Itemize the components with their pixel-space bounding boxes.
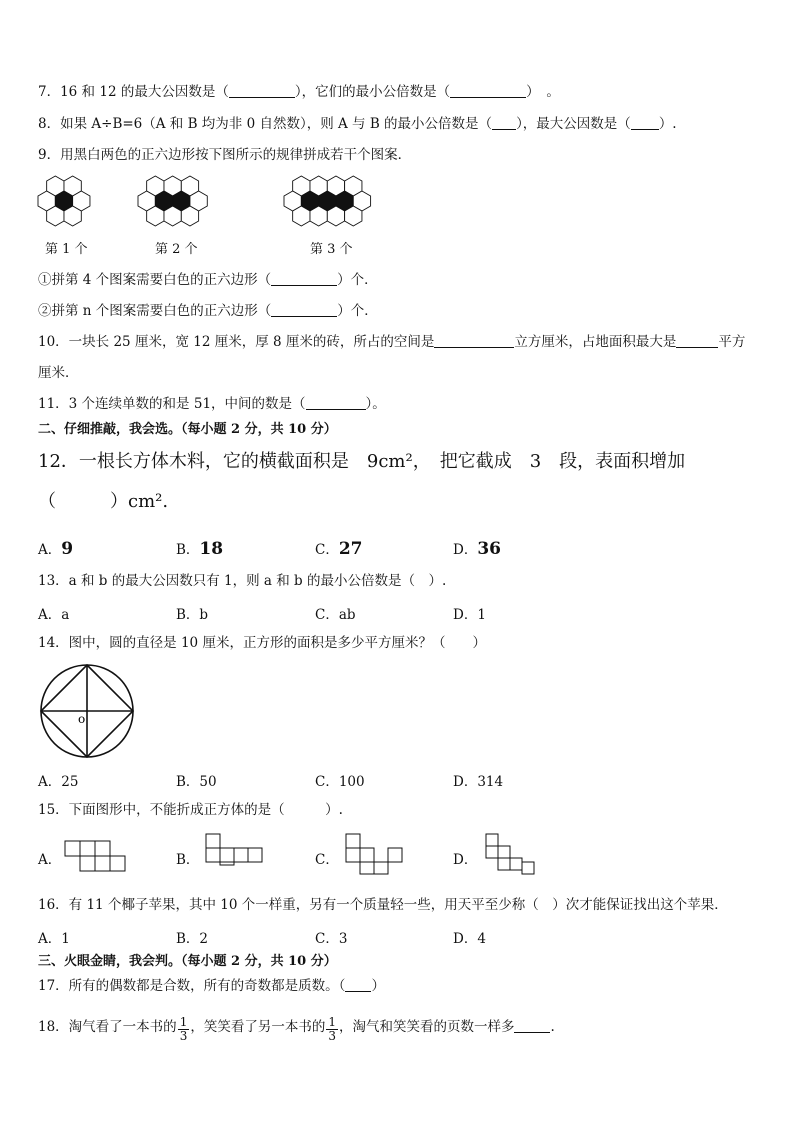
pattern-caption-2: 第 2 个 bbox=[155, 242, 198, 257]
white-hexagon bbox=[310, 206, 327, 226]
question-10-continued: 厘米． bbox=[38, 365, 79, 381]
question-10: 10．一块长 25 厘米，宽 12 厘米，厚 8 厘米的砖，所占的空间是 立方厘米，占地面积最大是 平方 bbox=[38, 334, 746, 350]
cube-net-b bbox=[204, 832, 264, 866]
cube-net-d bbox=[484, 832, 536, 876]
circle-center-label: o bbox=[78, 712, 86, 726]
option-c[interactable]: C． bbox=[315, 852, 339, 868]
answer-blank[interactable] bbox=[514, 1018, 550, 1033]
question-15: 15．下面图形中，不能折成正方体的是（ ）. bbox=[38, 802, 343, 818]
answer-blank[interactable] bbox=[306, 395, 366, 410]
white-hexagon bbox=[293, 206, 310, 226]
option-c[interactable]: C．ab bbox=[315, 607, 356, 623]
question-7: 7．16 和 12 的最大公因数是（ ），它们的最小公倍数是（ ） 。 bbox=[38, 84, 560, 100]
white-hexagon bbox=[181, 206, 198, 226]
option-b[interactable]: B．b bbox=[176, 607, 209, 623]
option-d[interactable]: D．1 bbox=[453, 607, 486, 623]
question-9-part-2: ②拼第 n 个图案需要白色的正六边形（ ）个． bbox=[38, 303, 378, 319]
white-hexagon bbox=[345, 206, 362, 226]
circle-square-figure bbox=[38, 663, 136, 759]
question-11: 11．3 个连续单数的和是 51，中间的数是（ ）。 bbox=[38, 396, 386, 412]
option-a[interactable]: A． bbox=[38, 852, 62, 868]
answer-blank[interactable] bbox=[345, 977, 371, 992]
option-b[interactable]: B．2 bbox=[176, 931, 209, 947]
option-c[interactable]: C．27 bbox=[315, 539, 363, 559]
white-hexagon bbox=[164, 206, 181, 226]
white-hexagon bbox=[327, 206, 344, 226]
question-9-part-1: ①拼第 4 个图案需要白色的正六边形（ ）个． bbox=[38, 272, 378, 288]
option-a[interactable]: A．25 bbox=[38, 774, 79, 790]
question-12-line-1: 12．一根长方体木料，它的横截面积是 9cm²， 把它截成 3 段，表面积增加 bbox=[38, 451, 686, 472]
option-a[interactable]: A．9 bbox=[38, 539, 74, 559]
option-d[interactable]: D．4 bbox=[453, 931, 486, 947]
fraction-one-third: $\frac{1}{3}$ bbox=[179, 1015, 188, 1043]
option-c[interactable]: C．100 bbox=[315, 774, 365, 790]
pattern-caption-3: 第 3 个 bbox=[310, 242, 353, 257]
question-14: 14．图中，圆的直径是 10 厘米，正方形的面积是多少平方厘米？（ ） bbox=[38, 635, 486, 651]
question-8: 8．如果 A÷B=6（A 和 B 均为非 0 自然数），则 A 与 B 的最小公倍数是（ ），最大公因数是（ ）. bbox=[38, 116, 677, 132]
answer-blank[interactable] bbox=[676, 333, 718, 348]
answer-blank[interactable] bbox=[434, 333, 514, 348]
section-3-heading: 三、火眼金睛，我会判。（每小题 2 分，共 10 分） bbox=[38, 954, 337, 969]
option-a[interactable]: A．1 bbox=[38, 931, 70, 947]
fraction-one-third: $\frac{1}{3}$ bbox=[328, 1015, 336, 1043]
hexagon-pattern-figure bbox=[36, 170, 416, 232]
question-17: 17．所有的偶数都是合数，所有的奇数都是质数。（ ） bbox=[38, 978, 385, 994]
option-a[interactable]: A．a bbox=[38, 607, 70, 623]
question-18: 18．淘气看了一本书的 $\frac{1}{3}$ ，笑笑看了另一本书的 $\frac{1}{3}$ ，淘气和笑笑看的页数一样多 . bbox=[38, 1015, 555, 1043]
section-2-heading: 二、仔细推敲，我会选。（每小题 2 分，共 10 分） bbox=[38, 422, 337, 437]
white-hexagon bbox=[147, 206, 164, 226]
white-hexagon bbox=[47, 206, 64, 226]
question-16: 16．有 11 个椰子苹果，其中 10 个一样重，另有一个质量轻一些，用天平至少称（ ）次才能保证找出这个苹果． bbox=[38, 897, 728, 913]
question-13: 13．a 和 b 的最大公因数只有 1，则 a 和 b 的最小公倍数是（ ）. bbox=[38, 573, 447, 589]
option-b[interactable]: B．18 bbox=[176, 539, 224, 559]
cube-net-c bbox=[344, 832, 404, 876]
option-d[interactable]: D．36 bbox=[453, 539, 501, 559]
answer-blank[interactable] bbox=[271, 302, 337, 317]
answer-blank[interactable] bbox=[229, 83, 295, 98]
pattern-caption-1: 第 1 个 bbox=[45, 242, 88, 257]
answer-blank[interactable] bbox=[271, 271, 337, 286]
answer-blank[interactable] bbox=[450, 83, 526, 98]
answer-blank[interactable] bbox=[631, 115, 659, 130]
option-d[interactable]: D．314 bbox=[453, 774, 504, 790]
option-d[interactable]: D． bbox=[453, 852, 478, 868]
question-12-line-2: （ ）cm². bbox=[38, 491, 169, 512]
option-b[interactable]: B． bbox=[176, 852, 200, 868]
cube-net-a bbox=[64, 840, 130, 874]
answer-blank[interactable] bbox=[492, 115, 516, 130]
option-b[interactable]: B．50 bbox=[176, 774, 217, 790]
question-9-stem: 9．用黑白两色的正六边形按下图所示的规律拼成若干个图案． bbox=[38, 147, 412, 163]
white-hexagon bbox=[64, 206, 81, 226]
option-c[interactable]: C．3 bbox=[315, 931, 348, 947]
